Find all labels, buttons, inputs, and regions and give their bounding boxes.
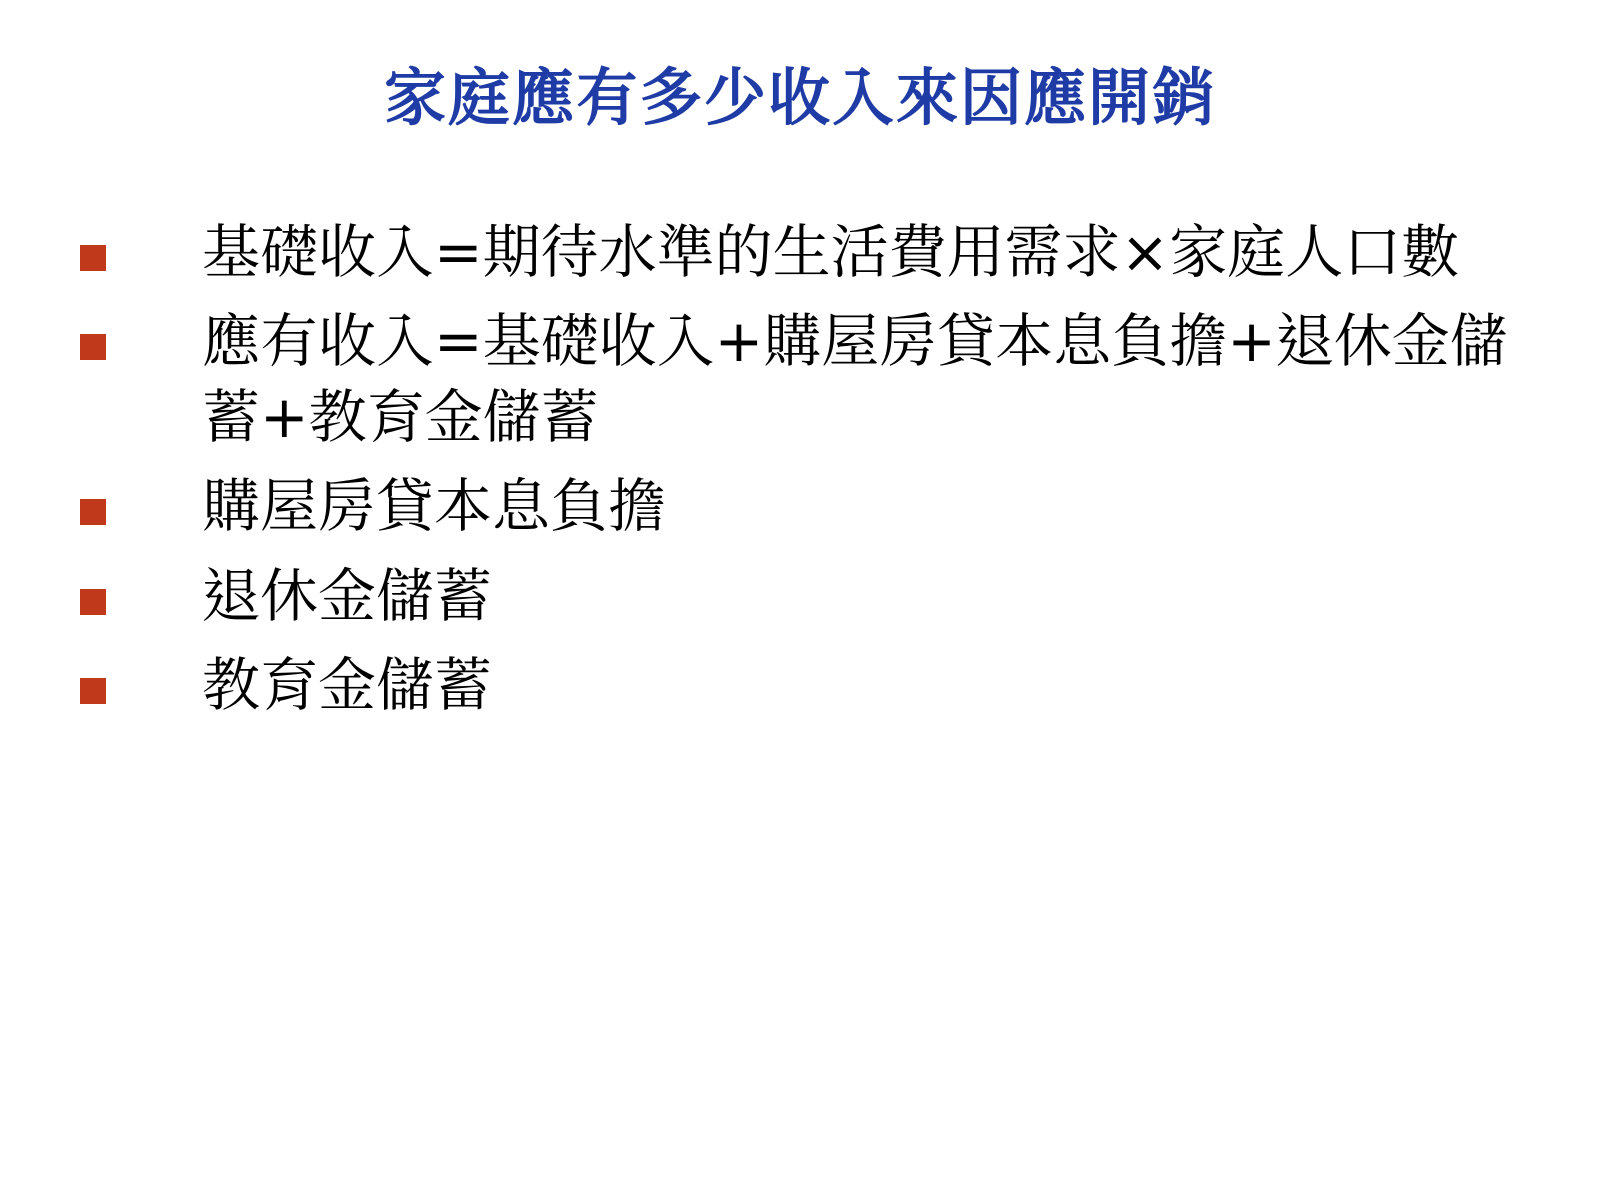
square-bullet-icon <box>80 499 106 525</box>
list-item-label: 退休金儲蓄 <box>202 561 493 630</box>
list-item-label: 基礎收入=期待水準的生活費用需求×家庭人口數 <box>202 218 1460 286</box>
list-item <box>80 304 1540 455</box>
list-item <box>80 469 1540 544</box>
list-item <box>80 559 1540 634</box>
page-title: 家庭應有多少收入來因應開銷 <box>383 61 1216 134</box>
list-item-label: 應有收入=基礎收入+購屋房貸本息負擔+退休金儲蓄+教育金儲蓄 <box>202 307 1508 451</box>
list-item <box>80 215 1540 290</box>
square-bullet-icon <box>80 678 106 704</box>
list-item-label: 購屋房貸本息負擔 <box>202 472 667 541</box>
list-item <box>80 648 1540 723</box>
square-bullet-icon <box>80 245 106 271</box>
square-bullet-icon <box>80 334 106 360</box>
square-bullet-icon <box>80 589 106 615</box>
bullet-list <box>80 215 1540 737</box>
list-item-label: 教育金儲蓄 <box>202 650 493 719</box>
